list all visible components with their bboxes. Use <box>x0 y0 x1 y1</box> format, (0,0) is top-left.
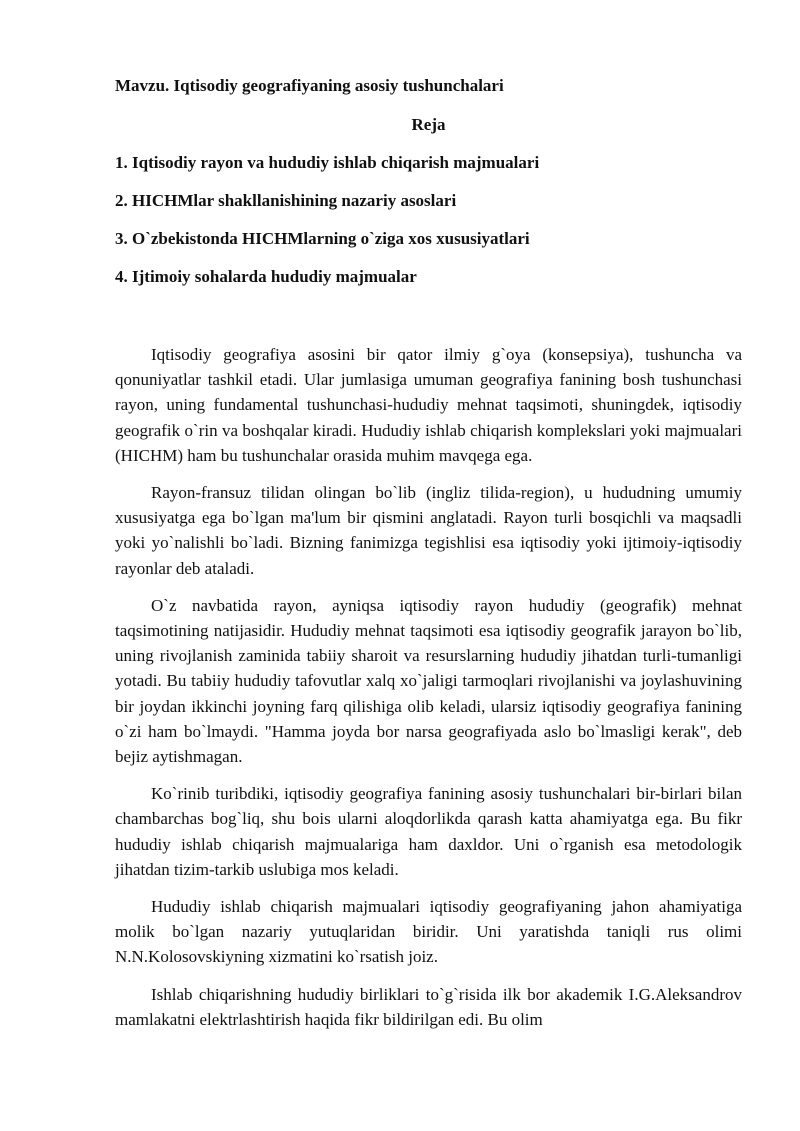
document-body <box>115 342 742 1032</box>
plan-item: 1. Iqtisodiy rayon va hududiy ishlab chiqarish majmualari <box>115 153 540 172</box>
plan-list <box>115 151 742 289</box>
paragraph: Ishlab chiqarishning hududiy birliklari to`g`risida ilk bor akademik I.G.Aleksandrov mamlakatni elektrlashtirish haqida fikr bildirilgan edi. Bu olim <box>115 984 742 1029</box>
paragraph: Ko`rinib turibdiki, iqtisodiy geografiya fanining asosiy tushunchalari bir-birlari bilan chambarchas bog`liq, shu bois ularni aloqdorlikda qarash katta ahamiyatga ega. Bu fikr hududiy ishlab chiqarish majmualariga ham daxldor. Uni o`rganish esa metodologik jihatdan tizim-tarkib uslubiga mos keladi. <box>115 784 742 879</box>
document-title: Mavzu. Iqtisodiy geografiyaning asosiy tushunchalari <box>115 76 504 95</box>
plan-item: 3. O`zbekistonda HICHMlarning o`ziga xos xususiyatlari <box>115 229 530 248</box>
paragraph: O`z navbatida rayon, ayniqsa iqtisodiy rayon hududiy (geografik) mehnat taqsimotining natijasidir. Hududiy mehnat taqsimoti esa iqtisodiy geografik jarayon bo`lib, uning rivojlanish zaminida tabiiy sharoit va resurslarning hududiy jihatdan turli-tumanligi yotadi. Bu tabiiy hududiy tafovutlar xalq xo`jaligi tarmoqlari rivojlanishi va joylashuvining bir joydan ikkinchi joyning farq qilishiga olib keladi, ularsiz iqtisodiy geografiya fanining o`zi ham bo`lmaydi. "Hamma joyda bor narsa geografiyada aslo bo`lmasligi kerak", deb bejiz aytishmagan. <box>115 595 742 767</box>
paragraph: Rayon-fransuz tilidan olingan bo`lib (ingliz tilida-region), u hududning umumiy xususiyatga ega bo`lgan ma'lum bir qismini anglatadi. Rayon turli bosqichli va maqsadli yoki yo`nalishli bo`ladi. Bizning fanimizga tegishlisi esa iqtisodiy yoki ijtimoiy-iqtisodiy rayonlar deb ataladi. <box>115 483 742 578</box>
document-page <box>115 74 742 1044</box>
plan-item: 4. Ijtimoiy sohalarda hududiy majmualar <box>115 267 417 286</box>
paragraph: Iqtisodiy geografiya asosini bir qator ilmiy g`oya (konsepsiya), tushuncha va qonuniyatlar tashkil etadi. Ular jumlasiga umuman geografiya fanining bosh tushunchasi rayon, uning fundamental tushunchasi-hududiy mehnat taqsimoti, shuningdek, iqtisodiy geografik o`rin va boshqalar kiradi. Hududiy ishlab chiqarish komplekslari yoki majmualari (HICHM) ham bu tushunchalar orasida muhim mavqega ega. <box>115 345 742 465</box>
plan-heading: Reja <box>411 115 446 134</box>
plan-item: 2. HICHMlar shakllanishining nazariy asoslari <box>115 191 457 210</box>
paragraph: Hududiy ishlab chiqarish majmualari iqtisodiy geografiyaning jahon ahamiyatiga molik bo`lgan nazariy yutuqlaridan biridir. Uni yaratishda taniqli rus olimi N.N.Kolosovskiyning xizmatini ko`rsatish joiz. <box>115 897 742 967</box>
